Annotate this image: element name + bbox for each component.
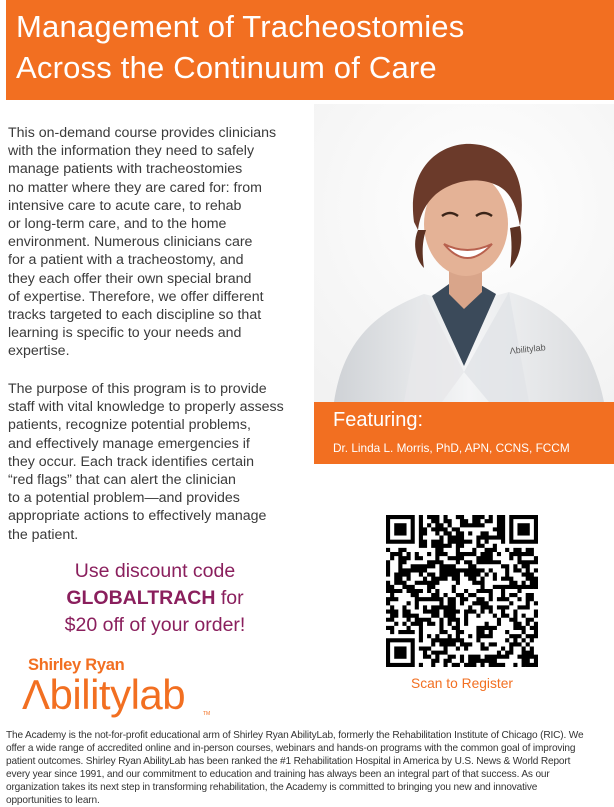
- featuring-label: Featuring:: [333, 409, 424, 431]
- academy-footer-text: The Academy is the not-for-profit educational arm of Shirley Ryan AbilityLab, formerly the Rehabilitation Institute of Chicago (RIC). We offer a wide range of accredited online and in-person courses, webinars and hands-on programs with the common goal of improving patient outcomes. Shirley Ryan AbilityLab has been ranked the #1 Rehabilitation Hospital in America by U.S. News & World Report every year since 1991, and our commitment to education and training has always been an integral part of that success. As our organization takes its next step in transforming rehabilitation, the Academy is committed to bringing you new and innovative opportunities to learn.: [6, 730, 584, 806]
- presenter-photo: [314, 104, 614, 402]
- intro-paragraph: This on-demand course provides clinicians with the information they need to safely manage patients with tracheostomies no matter where they are cared for: from intensive care to acute care, to rehab or long-term care, and to the home environment. Numerous clinicians care for a patient with a tracheostomy, and they each offer their own special brand of expertise. Therefore, we offer different tracks targeted to each discipline so that learning is specific to your needs and expertise.: [8, 125, 277, 360]
- scan-to-register-caption: Scan to Register: [411, 676, 513, 691]
- title-banner: [6, 0, 614, 100]
- qr-finder-pattern-1: [386, 515, 415, 544]
- page-title: [16, 6, 614, 88]
- logo-trademark: TM: [203, 711, 211, 717]
- title-line-1: Management of Tracheostomies: [16, 9, 465, 44]
- discount-code-suffix: for: [215, 587, 244, 609]
- presenter-name: Dr. Linda L. Morris, PhD, APN, CCNS, FCCM: [333, 441, 570, 455]
- discount-code: GLOBALTRACH: [66, 587, 216, 609]
- logo-top-text: Shirley Ryan: [28, 656, 125, 674]
- discount-line-3: $20 off of your order!: [64, 614, 246, 636]
- registration-qr-code[interactable]: [386, 515, 538, 667]
- discount-line-1: Use discount code: [74, 560, 236, 582]
- title-line-2: Across the Continuum of Care: [16, 50, 437, 85]
- qr-finder-pattern-2: [509, 515, 538, 544]
- coat-logo-text: Ʌbilitylab: [509, 342, 547, 356]
- qr-finder-pattern-3: [386, 638, 415, 667]
- featuring-box: [314, 402, 614, 464]
- logo-main-text: Ʌbilitylab: [22, 671, 186, 718]
- purpose-paragraph: The purpose of this program is to provide staff with vital knowledge to properly assess patients, recognize potential problems, and effectively manage emergencies if they occur. Each track identifies certain “red flags” that can alert the clinician to a potential problem—and provides appropriate actions to effectively manage the patient.: [8, 381, 284, 543]
- discount-line-2: [30, 585, 280, 612]
- presenter-portrait-illustration: [314, 104, 614, 402]
- shirley-ryan-abilitylab-logo: [22, 656, 212, 724]
- discount-callout: [30, 558, 280, 639]
